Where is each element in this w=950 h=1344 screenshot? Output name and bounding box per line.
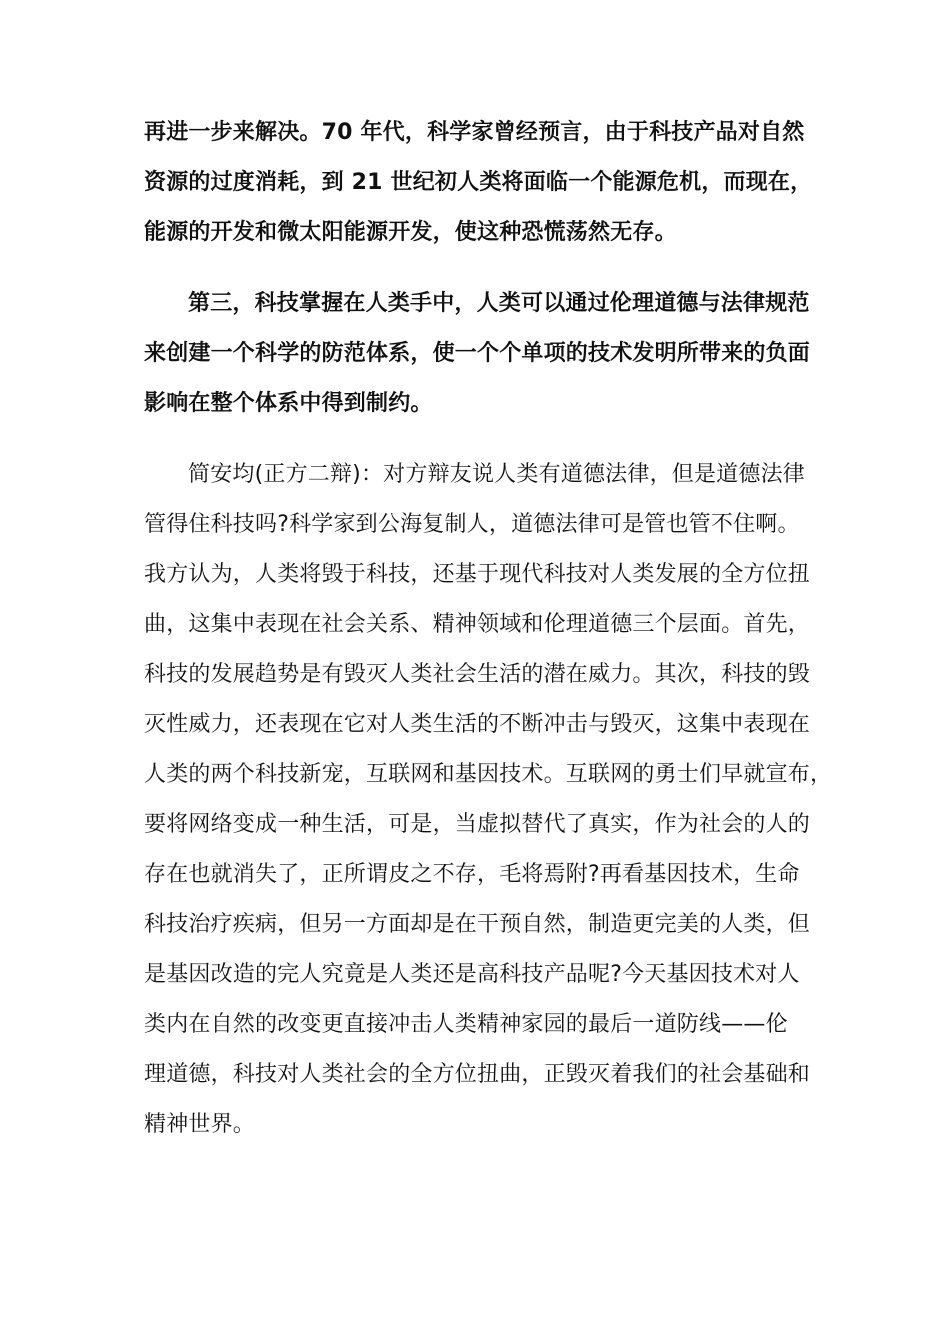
text-line: 是基因改造的完人究竟是人类还是高科技产品呢?今天基因技术对人 [144, 962, 800, 987]
text-line: 科技的发展趋势是有毁灭人类社会生活的潜在威力。其次，科技的毁 [144, 662, 811, 687]
paragraph-energy [144, 108, 813, 258]
text-line: 存在也就消失了，正所谓皮之不存，毛将焉附?再看基因技术，生命 [144, 862, 800, 887]
paragraph-second-debater [144, 450, 833, 1150]
text-line: 人类的两个科技新宠，互联网和基因技术。互联网的勇士们早就宣布， [144, 762, 833, 787]
text-line: 理道德，科技对人类社会的全方位扭曲，正毁灭着我们的社会基础和 [144, 1062, 811, 1087]
text-line: 影响在整个体系中得到制约。 [144, 391, 433, 416]
text-line: 要将网络变成一种生活，可是，当虚拟替代了真实，作为社会的人的 [144, 812, 811, 837]
text-line: 来创建一个科学的防范体系，使一个个单项的技术发明所带来的负面 [144, 341, 811, 366]
text-line: 我方认为，人类将毁于科技，还基于现代科技对人类发展的全方位扭 [144, 562, 811, 587]
text-line: 能源的开发和微太阳能源开发，使这种恐慌荡然无存。 [144, 220, 677, 245]
text-line: 简安均(正方二辩)：对方辩友说人类有道德法律，但是道德法律 [188, 462, 805, 487]
paragraph-third-point [144, 279, 809, 429]
text-line: 再进一步来解决。70 年代，科学家曾经预言，由于科技产品对自然 [144, 120, 805, 145]
text-line: 资源的过度消耗，到 21 世纪初人类将面临一个能源危机，而现在， [144, 170, 813, 195]
text-line: 管得住科技吗?科学家到公海复制人，道德法律可是管也管不住啊。 [144, 512, 800, 537]
text-line: 科技治疗疾病，但另一方面却是在干预自然，制造更完美的人类，但 [144, 912, 811, 937]
text-line: 灭性威力，还表现在它对人类生活的不断冲击与毁灭，这集中表现在 [144, 712, 811, 737]
text-line: 类内在自然的改变更直接冲击人类精神家园的最后一道防线——伦 [144, 1012, 788, 1037]
text-line: 精神世界。 [144, 1112, 256, 1137]
text-line: 曲，这集中表现在社会关系、精神领域和伦理道德三个层面。首先， [144, 612, 811, 637]
text-line: 第三，科技掌握在人类手中，人类可以通过伦理道德与法律规范 [188, 291, 810, 316]
